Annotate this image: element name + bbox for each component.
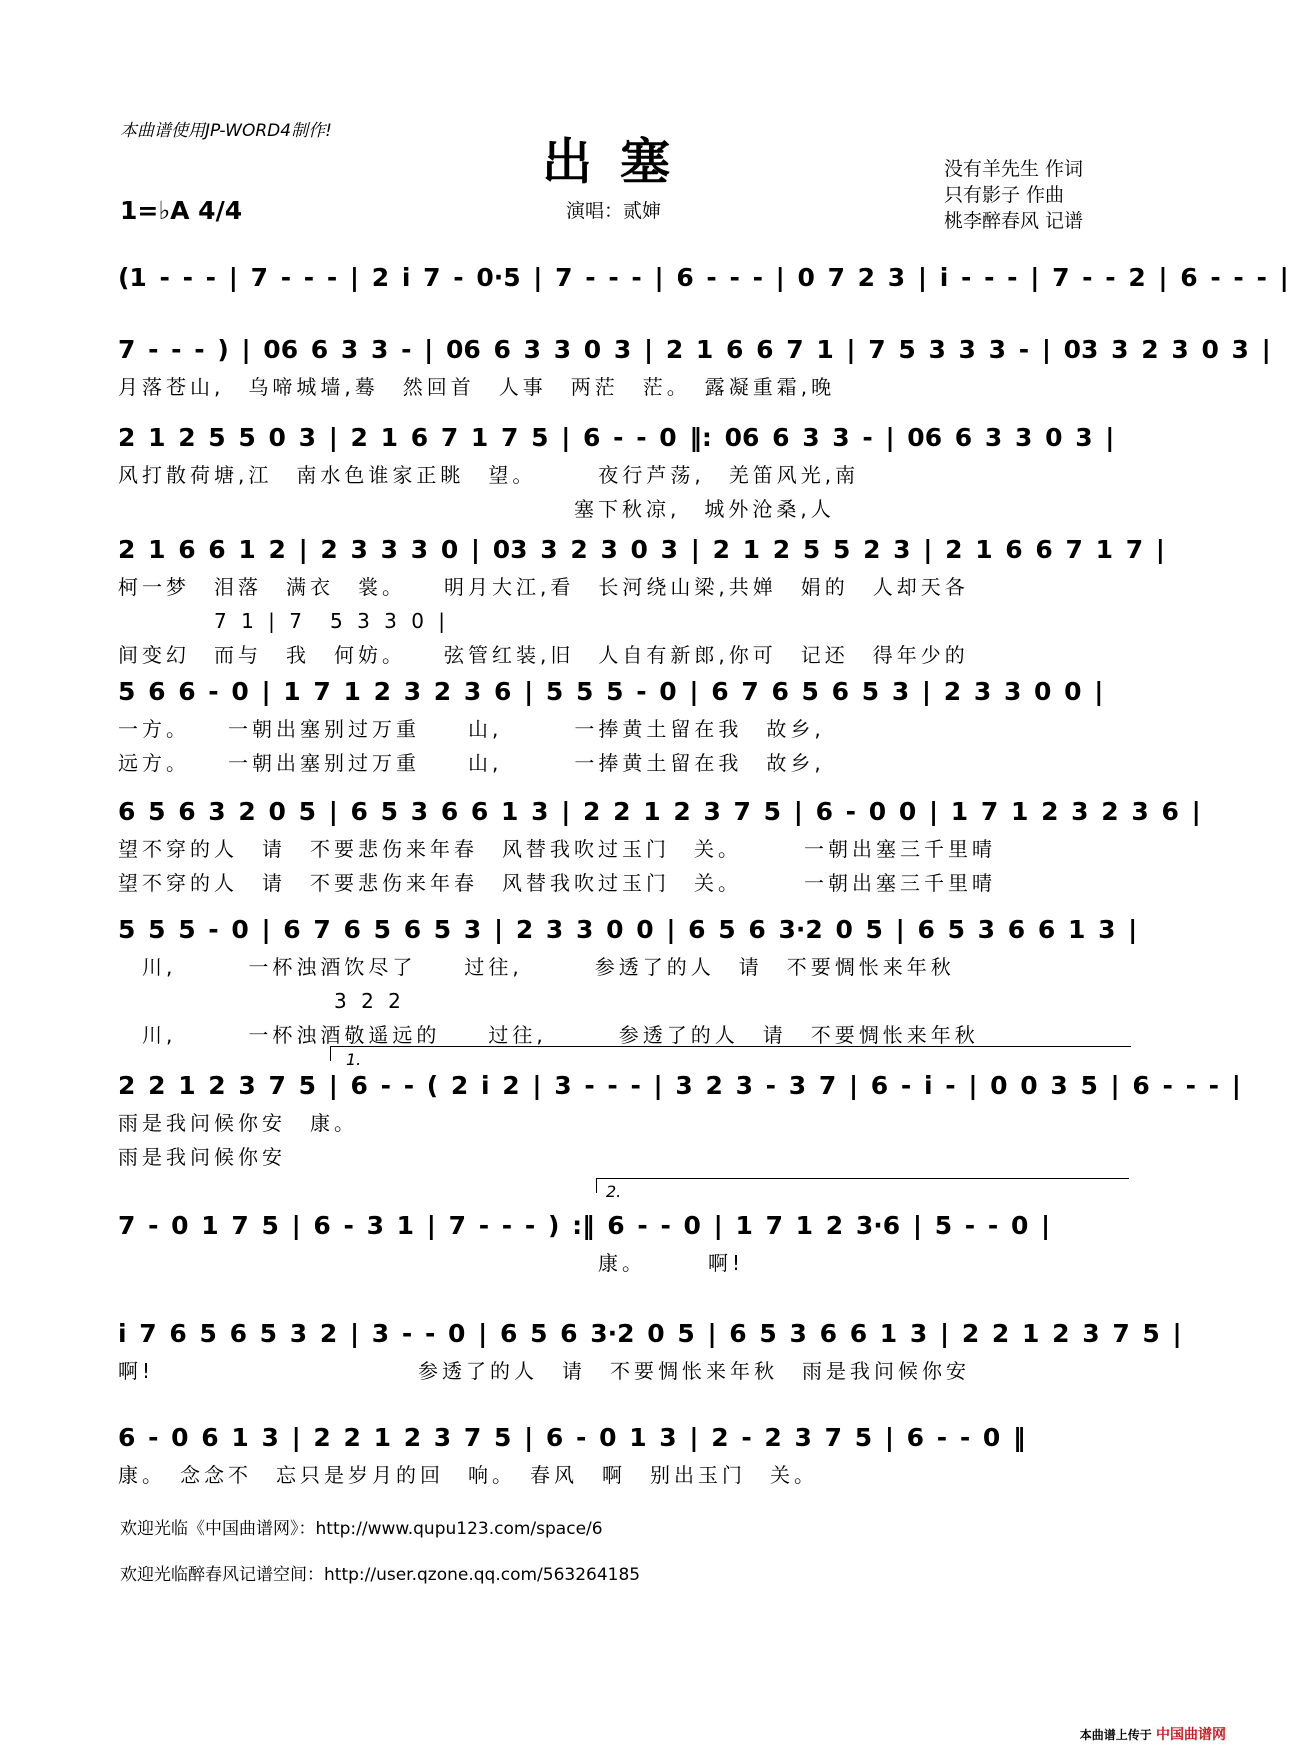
lyric-row: 塞下秋凉, 城外沧桑,人: [118, 497, 835, 521]
second-ending-mark: 2.: [606, 1182, 622, 1201]
lyric-row: 7 1 | 7 5 3 3 0 |: [118, 609, 450, 633]
notation-row: 5 5 5 - 0 | 6 7 6 5 6 5 3 | 2 3 3 0 0 | 6 5 6 3·2 0 5 | 6 5 3 6 6 1 3 |: [118, 915, 1138, 944]
notation-row: 2 1 6 6 1 2 | 2 3 3 3 0 | 03 3 2 3 0 3 | 2 1 2 5 5 2 3 | 2 1 6 6 7 1 7 |: [118, 535, 1165, 564]
lyric-row: 间变幻 而与 我 何妨。 弦管红装,旧 人自有新郎,你可 记还 得年少的: [118, 643, 969, 667]
badge-site: 中国曲谱网: [1156, 1727, 1226, 1743]
notation-row: 7 - 0 1 7 5 | 6 - 3 1 | 7 - - - ) :‖ 6 - - 0 | 1 7 1 2 3·6 | 5 - - 0 |: [118, 1211, 1051, 1240]
lyric-row: 啊! 参透了的人 请 不要惆怅来年秋 雨是我问候你安: [118, 1359, 971, 1383]
lyric-row: 康。 啊!: [118, 1251, 745, 1275]
lyric-row: 雨是我问候你安: [118, 1145, 286, 1169]
notation-row: 7 - - - ) | 06 6 3 3 - | 06 6 3 3 0 3 | 2 1 6 6 7 1 | 7 5 3 3 3 - | 03 3 2 3 0 3 |: [118, 335, 1271, 364]
lyric-row: 望不穿的人 请 不要悲伤来年春 风替我吹过玉门 关。 一朝出塞三千里晴: [118, 837, 996, 861]
first-ending-bracket: [330, 1046, 1131, 1061]
lyric-row: 一方。 一朝出塞别过万重 山, 一捧黄土留在我 故乡,: [118, 717, 825, 741]
notation-row: 6 5 6 3 2 0 5 | 6 5 3 6 6 1 3 | 2 2 1 2 3 7 5 | 6 - 0 0 | 1 7 1 2 3 2 3 6 |: [118, 797, 1201, 826]
lyric-row: 3 2 2: [118, 989, 405, 1013]
first-ending-mark: 1.: [346, 1050, 362, 1069]
lyric-row: 康。 念念不 忘只是岁月的回 响。 春风 啊 别出玉门 关。: [118, 1463, 818, 1487]
key-signature: 1=♭A 4/4: [120, 196, 243, 225]
page-title: 出塞: [542, 132, 698, 191]
lyric-row: 柯一梦 泪落 满衣 裳。 明月大江,看 长河绕山梁,共婵 娟的 人却天各: [118, 575, 969, 599]
lyric-row: 月落苍山, 乌啼城墙,蓦 然回首 人事 两茫 茫。 露凝重霜,晚: [118, 375, 836, 399]
lyric-row: 雨是我问候你安 康。: [118, 1111, 358, 1135]
lyric-row: 川, 一杯浊酒饮尽了 过往, 参透了的人 请 不要惆怅来年秋: [118, 955, 955, 979]
source-badge: [1080, 1724, 1226, 1744]
credit-composer: 只有影子 作曲: [944, 184, 1065, 206]
lyric-row: 望不穿的人 请 不要悲伤来年春 风替我吹过玉门 关。 一朝出塞三千里晴: [118, 871, 996, 895]
footer-link-qzone[interactable]: 欢迎光临醉春风记谱空间：http://user.qzone.qq.com/563264185: [120, 1565, 641, 1585]
tool-note: 本曲谱使用JP-WORD4制作!: [120, 121, 332, 141]
notation-row: (1 - - - | 7 - - - | 2 i 7 - 0·5 | 7 - - - | 6 - - - | 0 7 2 3 | i - - - | 7 - - 2 | 6 - - - |: [118, 263, 1289, 292]
notation-row: i 7 6 5 6 5 3 2 | 3 - - 0 | 6 5 6 3·2 0 5 | 6 5 3 6 6 1 3 | 2 2 1 2 3 7 5 |: [118, 1319, 1182, 1348]
lyric-row: 远方。 一朝出塞别过万重 山, 一捧黄土留在我 故乡,: [118, 751, 825, 775]
notation-row: 5 6 6 - 0 | 1 7 1 2 3 2 3 6 | 5 5 5 - 0 | 6 7 6 5 6 5 3 | 2 3 3 0 0 |: [118, 677, 1104, 706]
credits: [944, 156, 1083, 234]
notation-row: 2 1 2 5 5 0 3 | 2 1 6 7 1 7 5 | 6 - - 0 ‖: 06 6 3 3 - | 06 6 3 3 0 3 |: [118, 423, 1115, 452]
footer-link-qupu[interactable]: 欢迎光临《中国曲谱网》：http://www.qupu123.com/space/6: [120, 1519, 603, 1539]
credit-transcriber: 桃李醉春风 记谱: [944, 210, 1084, 232]
notation-row: 6 - 0 6 1 3 | 2 2 1 2 3 7 5 | 6 - 0 1 3 | 2 - 2 3 7 5 | 6 - - 0 ‖: [118, 1423, 1026, 1452]
badge-prefix: 本曲谱上传于: [1079, 1728, 1152, 1742]
lyric-row: 风打散荷塘,江 南水色谁家正眺 望。 夜行芦荡, 羌笛风光,南: [118, 463, 860, 487]
lyric-row: 川, 一杯浊酒敬遥远的 过往, 参透了的人 请 不要惆怅来年秋: [118, 1023, 979, 1047]
second-ending-bracket: [596, 1178, 1129, 1193]
notation-row: 2 2 1 2 3 7 5 | 6 - - ( 2 i 2 | 3 - - - | 3 2 3 - 3 7 | 6 - i - | 0 0 3 5 | 6 - - - |: [118, 1071, 1241, 1100]
singer: 演唱：贰婶: [566, 200, 662, 222]
credit-lyricist: 没有羊先生 作词: [944, 158, 1084, 180]
